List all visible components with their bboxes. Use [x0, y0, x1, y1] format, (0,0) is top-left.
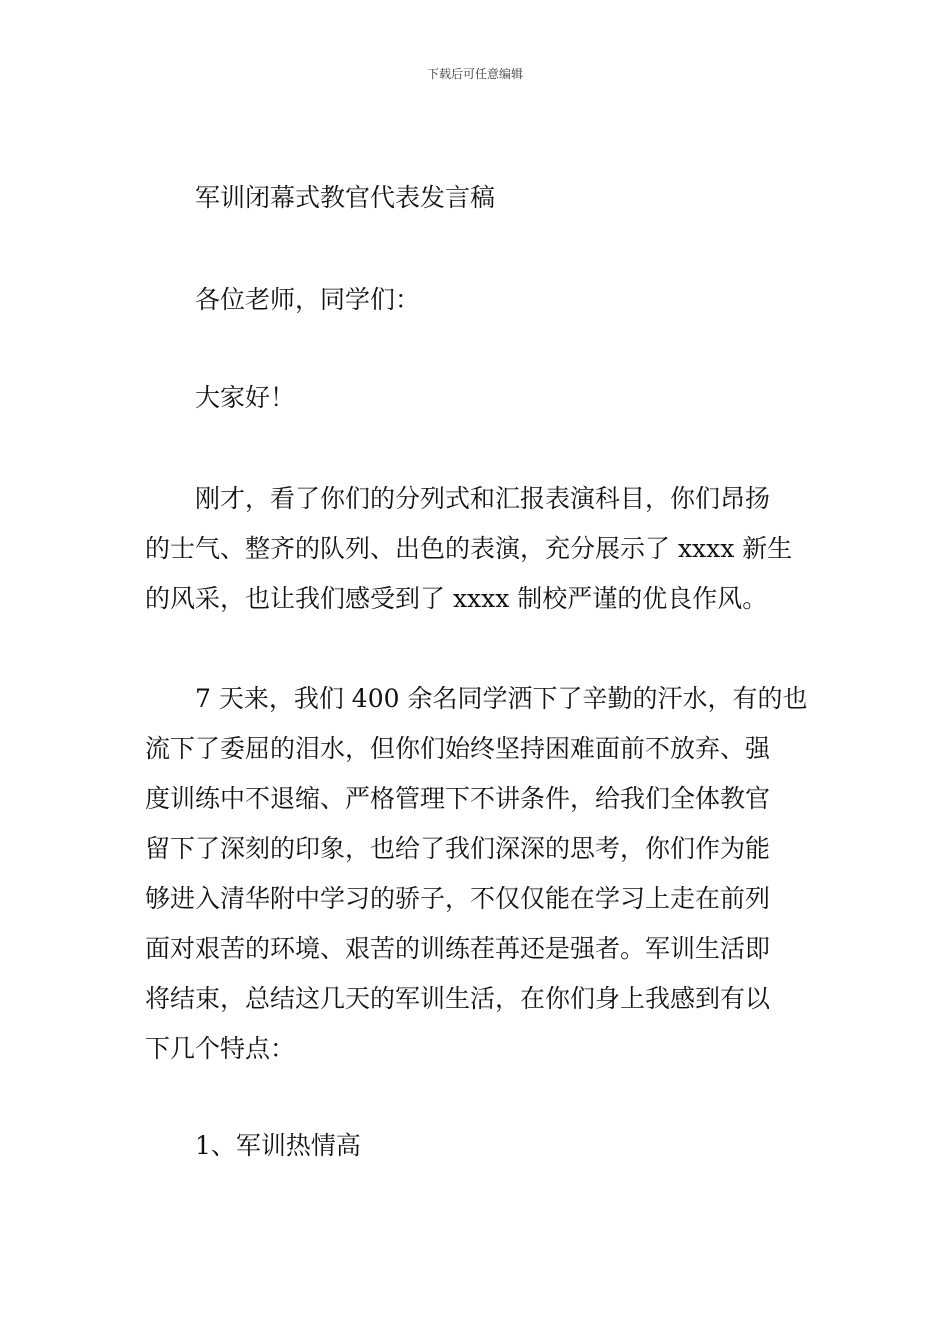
paragraph-2-line-4: 留下了深刻的印象，也给了我们深深的思考，你们作为能 [145, 834, 771, 863]
paragraph-1-line-3: 的风采，也让我们感受到了 xxxx 制校严谨的优良作风。 [145, 584, 768, 613]
salutation: 各位老师，同学们： [195, 285, 421, 314]
greeting: 大家好！ [195, 383, 296, 412]
section-1-heading: 1、军训热情高 [195, 1131, 361, 1160]
paragraph-2-line-1: 7 天来，我们 400 余名同学洒下了辛勤的汗水，有的也 [195, 684, 808, 713]
paragraph-2-line-8: 下几个特点： [145, 1034, 296, 1063]
paragraph-2-line-5: 够进入清华附中学习的骄子，不仅仅能在学习上走在前列 [145, 884, 771, 913]
paragraph-2-line-2: 流下了委屈的泪水，但你们始终坚持困难面前不放弃、强 [145, 734, 771, 763]
paragraph-1-line-1: 刚才，看了你们的分列式和汇报表演科目，你们昂扬 [195, 484, 771, 513]
document-title: 军训闭幕式教官代表发言稿 [195, 183, 496, 212]
header-note: 下载后可任意编辑 [426, 67, 523, 81]
paragraph-2-line-6: 面对艰苦的环境、艰苦的训练茬苒还是强者。军训生活即 [145, 934, 771, 963]
paragraph-2-line-3: 度训练中不退缩、严格管理下不讲条件，给我们全体教官 [145, 784, 771, 813]
paragraph-2-line-7: 将结束，总结这几天的军训生活，在你们身上我感到有以 [145, 984, 771, 1013]
paragraph-1-line-2: 的士气、整齐的队列、出色的表演，充分展示了 xxxx 新生 [145, 534, 793, 563]
